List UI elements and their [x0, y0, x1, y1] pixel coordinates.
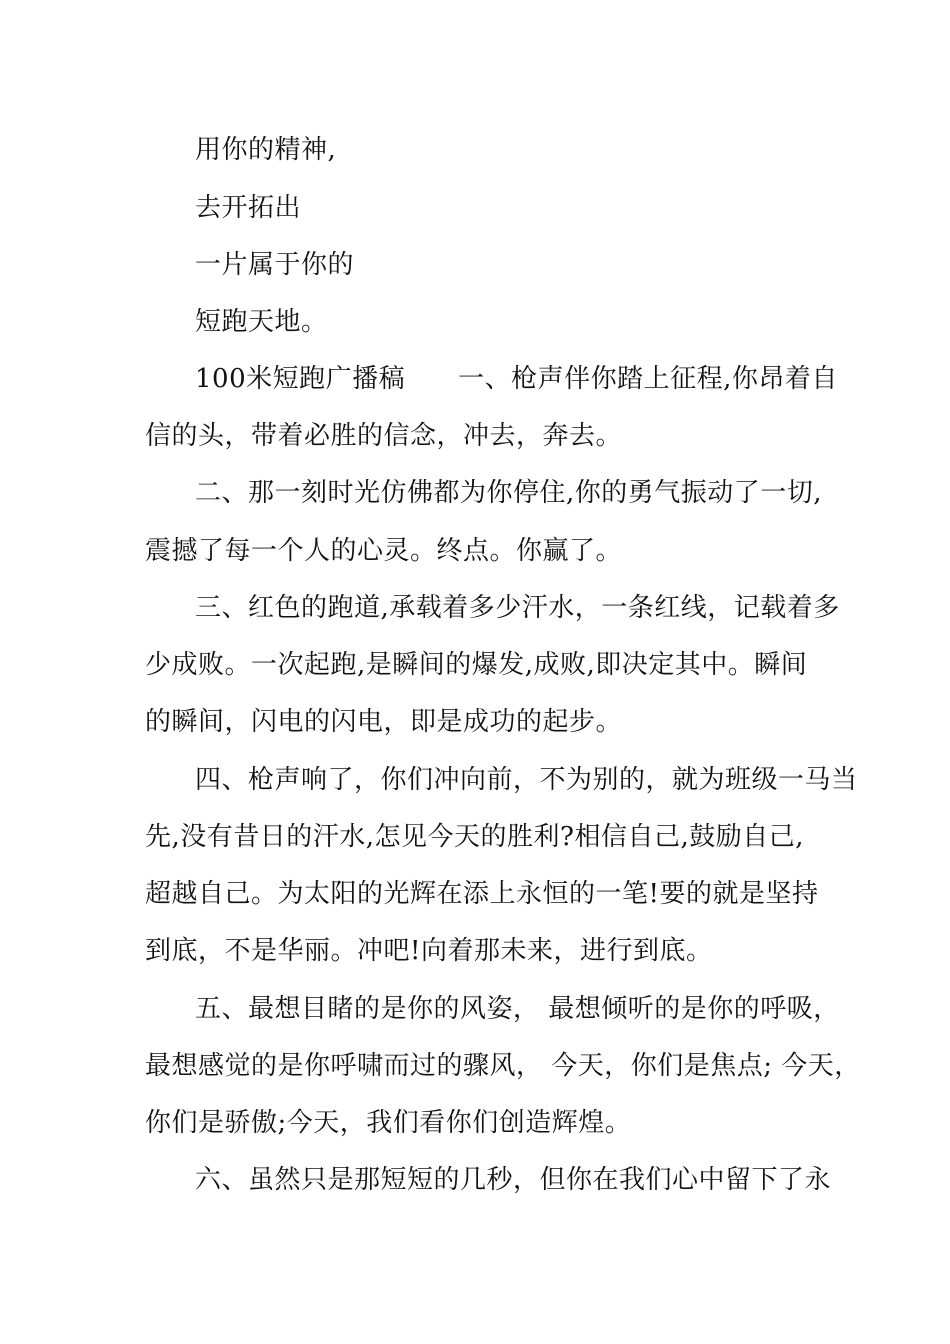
- text-line: 震撼了每一个人的心灵。终点。你赢了。: [145, 536, 623, 566]
- text-line: 到底，不是华丽。冲吧!向着那未来，进行到底。: [145, 936, 713, 966]
- text-line: 去开拓出: [195, 193, 302, 223]
- text-line: 二、那一刻时光仿佛都为你停住,你的勇气振动了一切,: [195, 478, 823, 508]
- text-line: 信的头，带着必胜的信念，冲去，奔去。: [145, 421, 623, 451]
- text-line: 三、红色的跑道,承载着多少汗水，一条红线，记载着多: [195, 593, 840, 623]
- text-line: 最想感觉的是你呼啸而过的骤风， 今天，你们是焦点; 今天，: [145, 1051, 861, 1081]
- text-line: 的瞬间，闪电的闪电，即是成功的起步。: [145, 707, 623, 737]
- text-line: 用你的精神,: [195, 135, 337, 165]
- text-line: 四、枪声响了，你们冲向前，不为别的，就为班级一马当: [195, 765, 858, 795]
- text-line: 短跑天地。: [195, 307, 328, 337]
- text-line: 你们是骄傲;今天，我们看你们创造辉煌。: [145, 1108, 632, 1138]
- text-line: 五、最想目睹的是你的风姿， 最想倾听的是你的呼吸，: [195, 994, 840, 1024]
- text-line: 100米短跑广播稿 一、枪声伴你踏上征程,你昂着自: [195, 364, 838, 394]
- text-line: 一片属于你的: [195, 250, 355, 280]
- text-line: 少成败。一次起跑,是瞬间的爆发,成败,即决定其中。瞬间: [145, 650, 808, 680]
- text-line: 六、虽然只是那短短的几秒，但你在我们心中留下了永: [195, 1165, 832, 1195]
- text-line: 先,没有昔日的汗水,怎见今天的胜利?相信自己,鼓励自己,: [145, 822, 804, 852]
- text-line: 超越自己。为太阳的光辉在添上永恒的一笔!要的就是坚持: [145, 879, 819, 909]
